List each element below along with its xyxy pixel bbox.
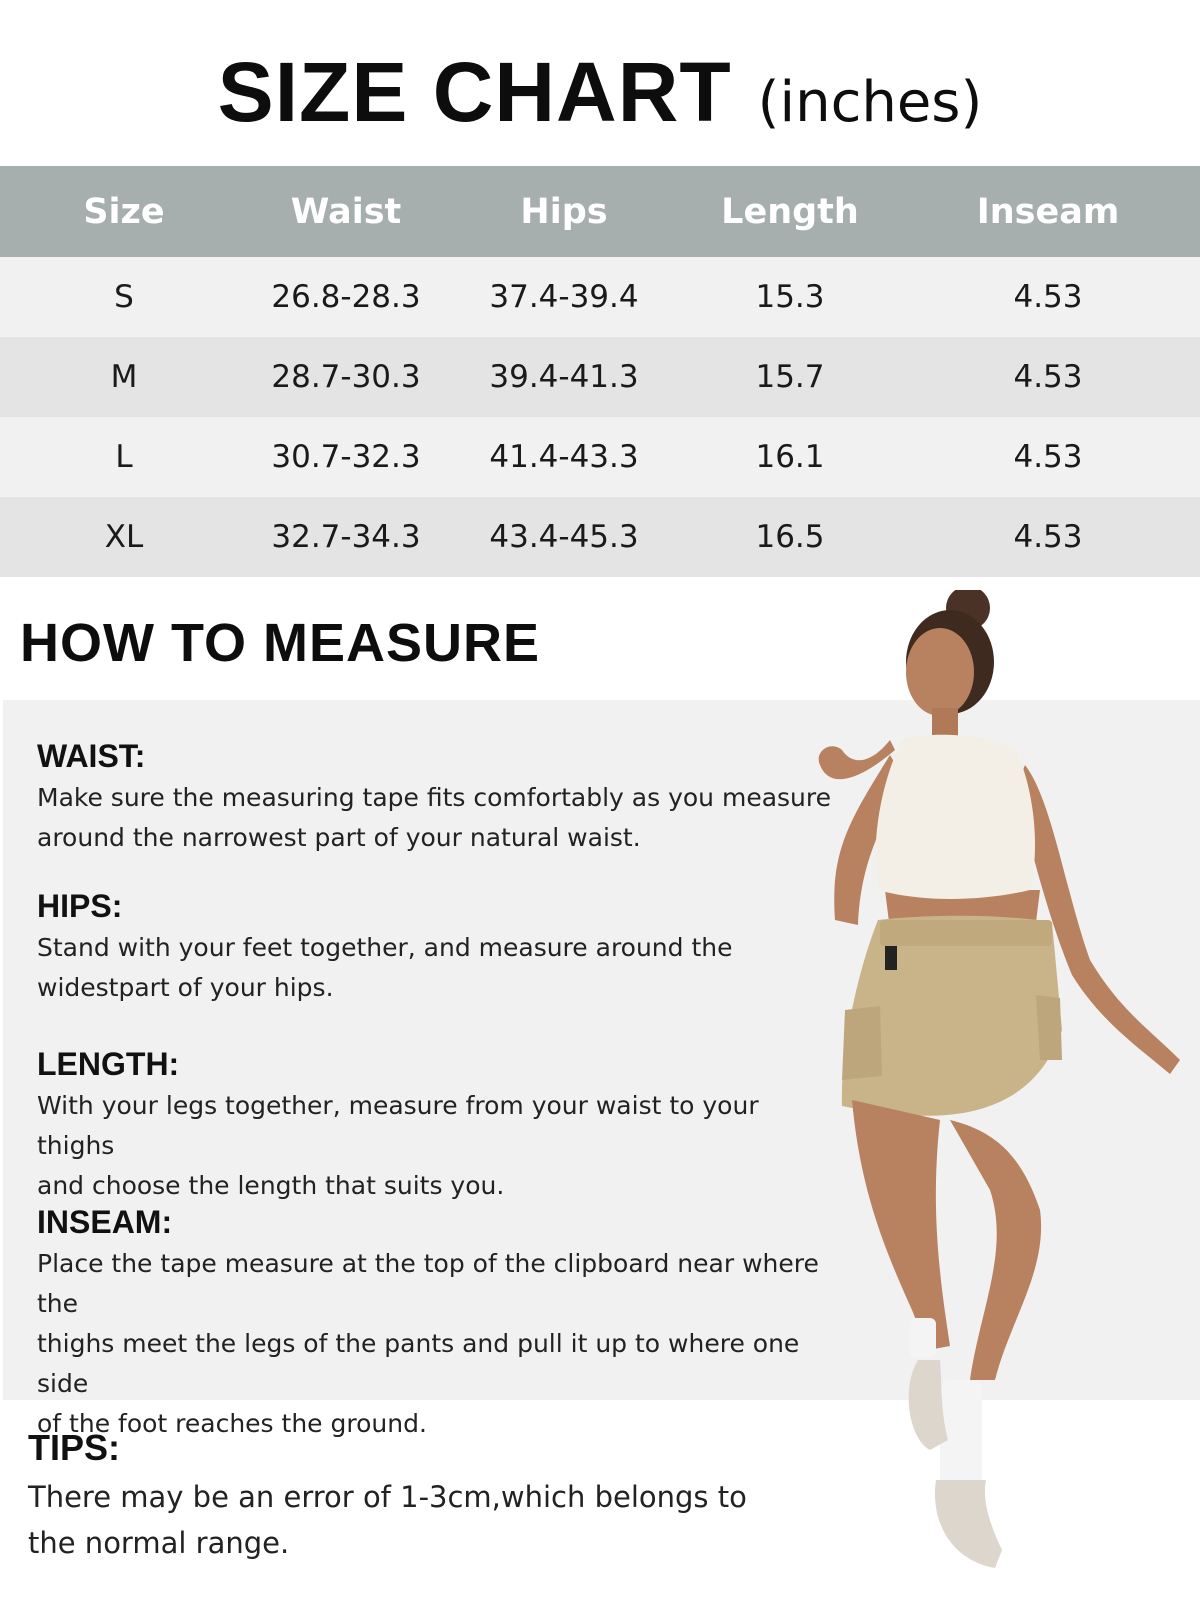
inseam-instruction [37, 1202, 837, 1444]
crop-top [875, 735, 1035, 899]
tips-text: There may be an error of 1-3cm,which belongs to the normal range. [28, 1480, 747, 1560]
cell-inseam: 4.53 [1013, 439, 1083, 475]
cell-waist: 30.7-32.3 [271, 439, 421, 475]
size-table-body [0, 257, 1200, 577]
tips-heading: TIPS: [28, 1427, 121, 1468]
model-figure-illustration [790, 590, 1200, 1600]
header-hips: Hips [520, 191, 608, 232]
size-table [0, 166, 1200, 577]
cell-size: S [114, 279, 134, 315]
tips-section [28, 1426, 788, 1566]
cell-inseam: 4.53 [1013, 519, 1083, 555]
cell-size: L [115, 439, 133, 475]
table-row [0, 337, 1200, 417]
how-to-measure-title: HOW TO MEASURE [20, 613, 541, 673]
cell-waist: 32.7-34.3 [271, 519, 421, 555]
cell-size: M [110, 359, 138, 395]
table-row [0, 257, 1200, 337]
shorts-waistband [880, 920, 1052, 946]
cell-length: 16.1 [755, 439, 825, 475]
cargo-pocket-right [1036, 995, 1062, 1060]
model-photo [790, 590, 1200, 1600]
hips-instruction [37, 886, 837, 1008]
header-length: Length [721, 191, 859, 232]
length-instruction [37, 1044, 837, 1206]
table-row [0, 417, 1200, 497]
hips-heading: HIPS: [37, 888, 123, 924]
header-inseam: Inseam [976, 191, 1120, 232]
length-heading: LENGTH: [37, 1046, 180, 1082]
length-text: With your legs together, measure from your waist to your thighs and choose the length that suits you. [37, 1091, 759, 1200]
size-table-header [0, 166, 1200, 257]
table-row [0, 497, 1200, 577]
left-leg [852, 1100, 950, 1350]
cell-inseam: 4.53 [1013, 279, 1083, 315]
size-chart-title: SIZE CHART [217, 45, 732, 139]
inseam-text: Place the tape measure at the top of the clipboard near where the thighs meet the legs of the pants and pull it up to where one side of the foot reaches the ground. [37, 1249, 819, 1438]
cell-hips: 43.4-45.3 [489, 519, 639, 555]
face [906, 628, 974, 716]
right-leg [950, 1120, 1041, 1380]
cell-hips: 39.4-41.3 [489, 359, 639, 395]
cell-length: 15.7 [755, 359, 825, 395]
waist-text: Make sure the measuring tape fits comfortably as you measure around the narrowest part of your natural waist. [37, 783, 832, 852]
cell-length: 15.3 [755, 279, 825, 315]
cell-waist: 28.7-30.3 [271, 359, 421, 395]
cell-inseam: 4.53 [1013, 359, 1083, 395]
header-size: Size [83, 191, 165, 232]
hips-text: Stand with your feet together, and measure around the widestpart of your hips. [37, 933, 733, 1002]
page-title [0, 44, 1200, 144]
cargo-pocket-left [842, 1006, 882, 1080]
header-waist: Waist [290, 191, 402, 232]
shorts-buckle [885, 946, 897, 970]
left-shoe [909, 1360, 948, 1450]
cell-hips: 41.4-43.3 [489, 439, 639, 475]
inseam-heading: INSEAM: [37, 1204, 173, 1240]
cell-size: XL [104, 519, 144, 555]
left-sock [910, 1318, 936, 1358]
waist-instruction [37, 736, 837, 858]
cell-waist: 26.8-28.3 [271, 279, 421, 315]
cell-hips: 37.4-39.4 [489, 279, 639, 315]
size-chart-unit: (inches) [757, 70, 983, 135]
cell-length: 16.5 [755, 519, 825, 555]
right-shoe [935, 1480, 1002, 1568]
waist-heading: WAIST: [37, 738, 146, 774]
